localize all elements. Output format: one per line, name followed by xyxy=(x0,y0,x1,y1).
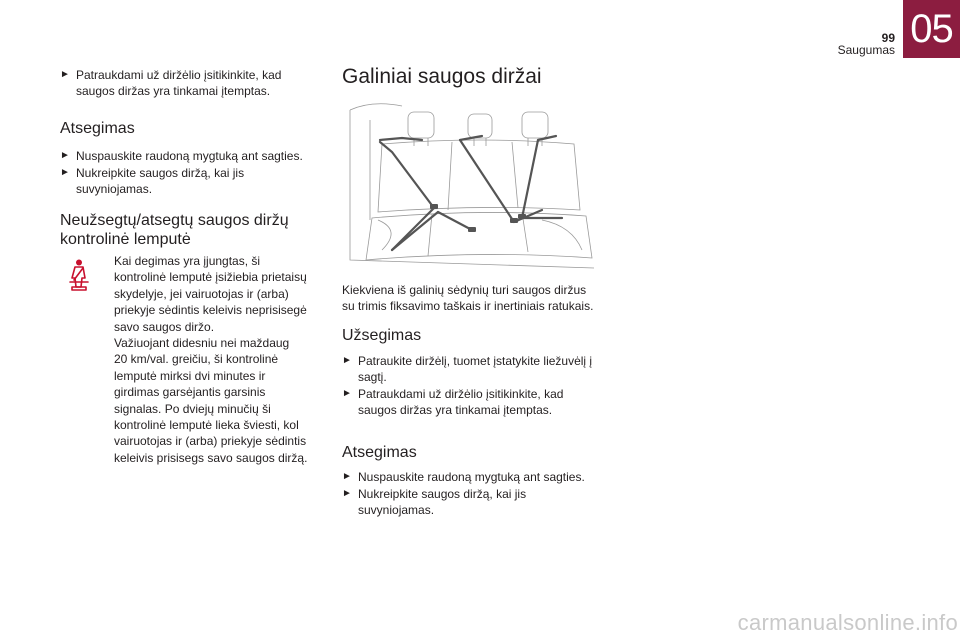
section-title-warning-lamp: Neužsegtų/atsegtų saugos diržų kontrolinė lemputė xyxy=(60,212,289,248)
section-title-fastening: Užsegimas xyxy=(342,327,422,344)
bullet-icon: ► xyxy=(60,150,70,161)
list-item: ► Nuspauskite raudoną mygtuką ant sagties. xyxy=(342,470,585,484)
page-title: Galiniai saugos diržai xyxy=(342,65,542,88)
unfastening-rear-bullet-list xyxy=(342,469,602,519)
bullet-icon: ► xyxy=(342,471,352,482)
page-number: 99 xyxy=(881,31,895,45)
watermark: carmanualsonline.info xyxy=(737,610,958,635)
bullet-icon: ► xyxy=(342,355,352,366)
section-name: Saugumas xyxy=(837,43,895,57)
rear-seatbelts-illustration xyxy=(342,100,602,270)
rear-seatbelts-caption: Kiekviena iš galinių sėdynių turi saugos diržus su trimis fiksavimo taškais ir inertiniais ratukais. xyxy=(342,283,594,313)
list-item: ► Nukreipkite saugos diržą, kai jis suvyniojamas. xyxy=(342,487,527,517)
fastening-bullet-list xyxy=(342,353,600,419)
list-item: ► Patraukite diržėlį, tuomet įstatykite liežuvėlį į sagtį. xyxy=(342,354,593,384)
list-item: ► Patraukdami už diržėlio įsitikinkite, kad saugos diržas yra tinkamai įtemptas. xyxy=(60,68,282,98)
bullet-icon: ► xyxy=(342,388,352,399)
section-title-unfastening-rear: Atsegimas xyxy=(342,444,417,461)
chapter-tab: 05 xyxy=(903,0,960,58)
bullet-icon: ► xyxy=(60,167,70,178)
unfastening-bullet-list xyxy=(60,148,320,198)
list-item: ► Nuspauskite raudoną mygtuką ant sagties. xyxy=(60,149,303,163)
section-title-unfastening: Atsegimas xyxy=(60,120,135,137)
bullet-icon: ► xyxy=(342,488,352,499)
list-item: ► Patraukdami už diržėlio įsitikinkite, kad saugos diržas yra tinkamai įtemptas. xyxy=(342,387,564,417)
warning-lamp-description: Kai degimas yra įjungtas, ši kontrolinė lemputė įsižiebia prietaisų skydelyje, jei vairuotojas ir (arba) priekyje sėdintis keleivis neprisisegė savo saugos diržo. Važiuojant didesniu nei maždaug 20 km/val. greičiu, ši kontrolinė lemputė mirksi dvi minutes ir girdimas garsėjantis garsinis signalas. Po dviejų minučių ši kontrolinė lemputė lieka šviesti, kol vairuotojas ir (arba) priekyje sėdintis keleivis prisisegs savo saugos diržą. xyxy=(114,254,308,465)
seatbelt-warning-icon xyxy=(66,258,92,292)
intro-bullet-list xyxy=(60,67,305,100)
list-item: ► Nukreipkite saugos diržą, kai jis suvyniojamas. xyxy=(60,166,245,196)
bullet-icon: ► xyxy=(60,69,70,80)
